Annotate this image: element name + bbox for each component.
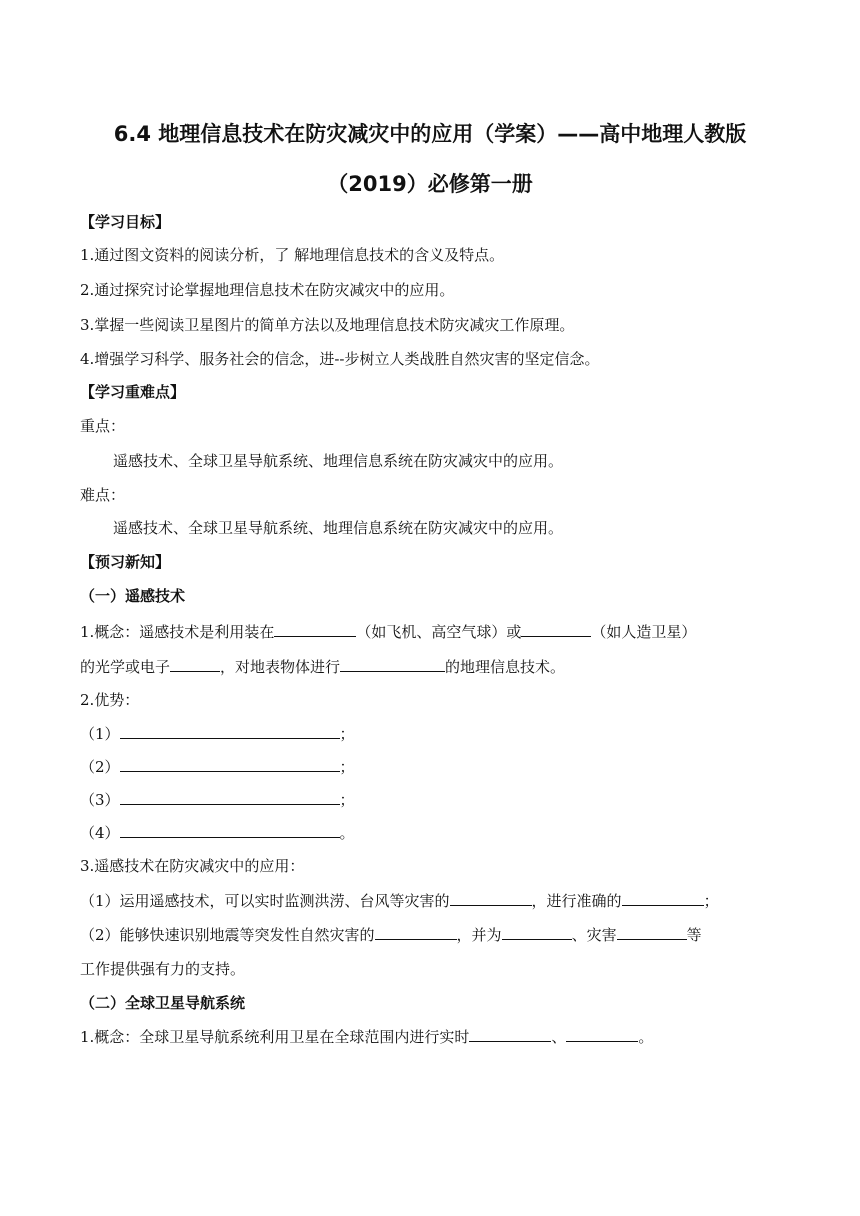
document-title-line-2: （2019）必修第一册 (327, 172, 533, 196)
advantages-label: 2.优势： (80, 691, 140, 709)
concept-text-c: （如人造卫星） (591, 623, 697, 641)
goal-item-1: 1.通过图文资料的阅读分析，了 解地理信息技术的含义及特点。 (80, 246, 505, 264)
fill-blank[interactable] (502, 923, 572, 940)
difficult-point-text: 遥感技术、全球卫星导航系统、地理信息系统在防灾减灾中的应用。 (113, 519, 564, 537)
application-text: 、灾害 (571, 926, 617, 944)
preview-heading: 【预习新知】 (80, 553, 171, 571)
fill-blank[interactable] (617, 923, 687, 940)
advantage-item-3 (80, 788, 780, 811)
application-item-2 (80, 923, 780, 946)
key-points-heading: 【学习重难点】 (80, 383, 186, 401)
concept-text-d: 的光学或电子 (80, 658, 171, 676)
concept-text-b: （如飞机、高空气球）或 (356, 623, 522, 641)
fill-blank[interactable] (521, 620, 591, 637)
application-text: ，进行准确的 (531, 892, 622, 910)
application-item-1 (80, 889, 780, 912)
fill-blank[interactable] (120, 755, 340, 772)
fill-blank[interactable] (622, 889, 704, 906)
concept-text-e: ，对地表物体进行 (220, 658, 341, 676)
application-text: ； (703, 892, 719, 910)
application-text: ，并为 (456, 926, 502, 944)
advantage-item-2 (80, 755, 780, 778)
concept-text-f: 的地理信息技术。 (445, 658, 566, 676)
advantage-end: 。 (339, 824, 355, 842)
application-item-2-continued: 工作提供强有力的支持。 (80, 960, 246, 978)
remote-sensing-concept-line-1 (80, 620, 780, 643)
fill-blank[interactable] (170, 655, 220, 672)
advantage-item-1 (80, 722, 780, 745)
application-label: 3.遥感技术在防灾减灾中的应用： (80, 857, 305, 875)
goal-item-2: 2.通过探究讨论掌握地理信息技术在防灾减灾中的应用。 (80, 281, 455, 299)
application-text: （2）能够快速识别地震等突发性自然灾害的 (80, 926, 375, 944)
fill-blank[interactable] (566, 1025, 638, 1042)
gnss-text: 、 (551, 1028, 567, 1046)
fill-blank[interactable] (469, 1025, 551, 1042)
key-point-label: 重点： (80, 417, 126, 435)
document-title-line-1: 6.4 地理信息技术在防灾减灾中的应用（学案）——高中地理人教版 (113, 122, 747, 146)
remote-sensing-heading: （一）遥感技术 (80, 587, 186, 605)
advantage-number: （3） (80, 791, 120, 809)
gnss-text: 1.概念：全球卫星导航系统利用卫星在全球范围内进行实时 (80, 1028, 470, 1046)
advantage-end: ； (339, 791, 355, 809)
fill-blank[interactable] (120, 722, 340, 739)
gnss-text: 。 (638, 1028, 654, 1046)
application-text: （1）运用遥感技术，可以实时监测洪涝、台风等灾害的 (80, 892, 450, 910)
goals-heading: 【学习目标】 (80, 213, 171, 231)
advantage-number: （2） (80, 758, 120, 776)
advantage-number: （1） (80, 725, 120, 743)
key-point-text: 遥感技术、全球卫星导航系统、地理信息系统在防灾减灾中的应用。 (113, 452, 564, 470)
advantage-end: ； (339, 758, 355, 776)
concept-text-a: 1.概念：遥感技术是利用装在 (80, 623, 275, 641)
fill-blank[interactable] (340, 655, 445, 672)
remote-sensing-concept-line-2 (80, 655, 780, 678)
advantage-end: ； (339, 725, 355, 743)
difficult-point-label: 难点： (80, 486, 126, 504)
goal-item-4: 4.增强学习科学、服务社会的信念，进--步树立人类战胜自然灾害的坚定信念。 (80, 350, 600, 368)
fill-blank[interactable] (120, 821, 340, 838)
fill-blank[interactable] (274, 620, 356, 637)
gnss-heading: （二）全球卫星导航系统 (80, 994, 246, 1012)
advantage-number: （4） (80, 824, 120, 842)
goal-item-3: 3.掌握一些阅读卫星图片的简单方法以及地理信息技术防灾减灾工作原理。 (80, 316, 575, 334)
fill-blank[interactable] (450, 889, 532, 906)
advantage-item-4 (80, 821, 780, 844)
gnss-concept (80, 1025, 780, 1048)
application-text: 等 (686, 926, 702, 944)
fill-blank[interactable] (120, 788, 340, 805)
fill-blank[interactable] (375, 923, 457, 940)
